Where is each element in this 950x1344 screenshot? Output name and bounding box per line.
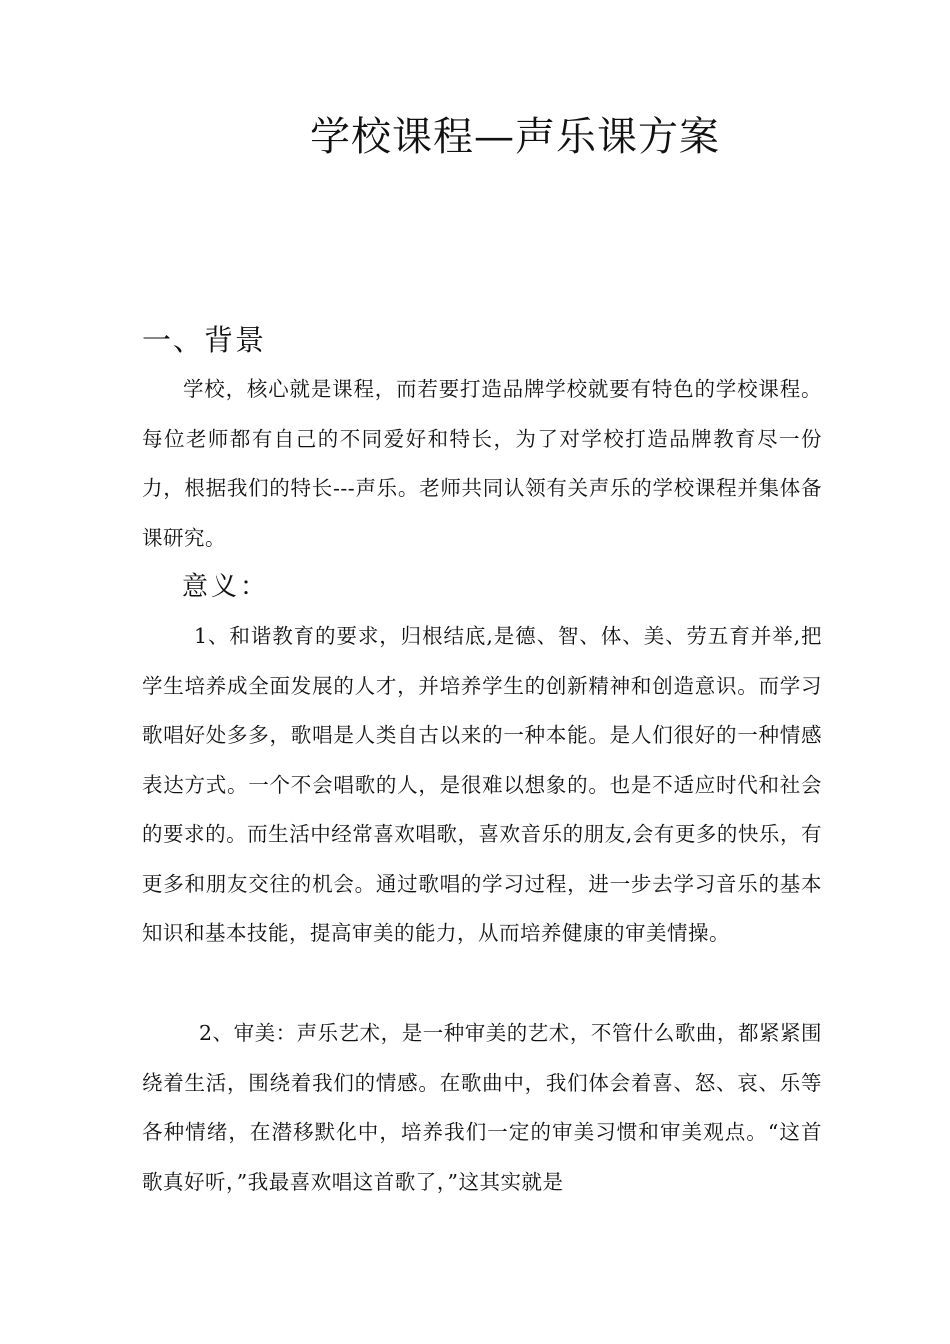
significance-point-1: 1、和谐教育的要求，归根结底,是德、智、体、美、劳五育并举,把学生培养成全面发展的人才，并培养学生的创新精神和创造意识。而学习歌唱好处多多，歌唱是人类自古以来的一种本能。是人们很好的一种情感表达方式。一个不会唱歌的人，是很难以想象的。也是不适应时代和社会的要求的。而生活中经常喜欢唱歌，喜欢音乐的朋友,会有更多的快乐，有更多和朋友交往的机会。通过歌唱的学习过程，进一步去学习音乐的基本知识和基本技能，提高审美的能力，从而培养健康的审美情操。 (142, 624, 822, 945)
section-heading-background: 一、背景 (142, 323, 267, 357)
background-paragraph: 学校，核心就是课程，而若要打造品牌学校就要有特色的学校课程。每位老师都有自己的不同爱好和特长，为了对学校打造品牌教育尽一份力，根据我们的特长---声乐。老师共同认领有关声乐的学校课程并集体备课研究。 (142, 377, 822, 550)
significance-point-2: 2、审美：声乐艺术，是一种审美的艺术，不管什么歌曲，都紧紧围绕着生活，围绕着我们的情感。在歌曲中，我们体会着喜、怒、哀、乐等各种情绪，在潜移默化中，培养我们一定的审美习惯和审美观点。“这首歌真好听，”我最喜欢唱这首歌了，”这其实就是 (142, 1021, 822, 1194)
document-title: 学校课程—声乐课方案 (310, 114, 720, 160)
significance-subheading: 意义： (182, 572, 270, 602)
